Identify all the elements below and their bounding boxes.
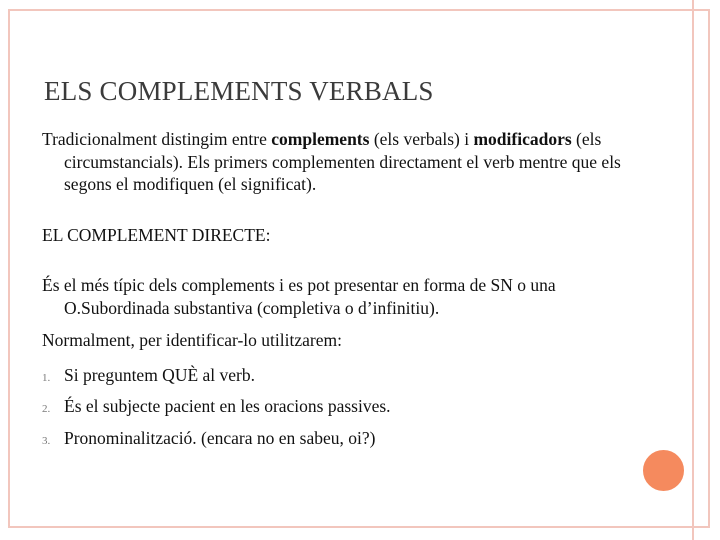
list-number: 2. xyxy=(42,403,51,415)
intro-text-3: (els circumstancials). Els primers complementen directament el verb mentre que els segons el modifiquen (el significat). xyxy=(64,129,621,194)
identification-list xyxy=(42,364,632,450)
intro-text-2: (els verbals) i xyxy=(369,129,474,149)
slide-body xyxy=(42,128,632,458)
decorative-vertical-line xyxy=(692,0,694,540)
list-item-text: Pronominalització. (encara no en sabeu, oi?) xyxy=(64,427,376,448)
list-item xyxy=(42,427,632,450)
intro-text-1: Tradicionalment distingim entre xyxy=(42,129,272,149)
intro-paragraph xyxy=(42,128,632,196)
description-paragraph: És el més típic dels complements i es pot presentar en forma de SN o una O.Subordinada substantiva (completiva o d’infinitiu). xyxy=(42,275,556,318)
list-item xyxy=(42,364,632,387)
list-number: 1. xyxy=(42,371,51,384)
normally-paragraph: Normalment, per identificar-lo utilitzarem: xyxy=(42,330,342,350)
term-modificadors: modificadors xyxy=(473,129,572,149)
decorative-circle xyxy=(641,448,686,493)
list-number: 3. xyxy=(42,434,51,447)
list-item-text: Si preguntem QUÈ al verb. xyxy=(64,364,255,385)
slide-title: ELS COMPLEMENTS VERBALS xyxy=(44,76,434,106)
section-heading: EL COMPLEMENT DIRECTE: xyxy=(42,224,271,245)
list-item xyxy=(42,395,632,418)
term-complements: complements xyxy=(271,129,370,149)
list-item-text: És el subjecte pacient en les oracions passives. xyxy=(64,396,391,416)
